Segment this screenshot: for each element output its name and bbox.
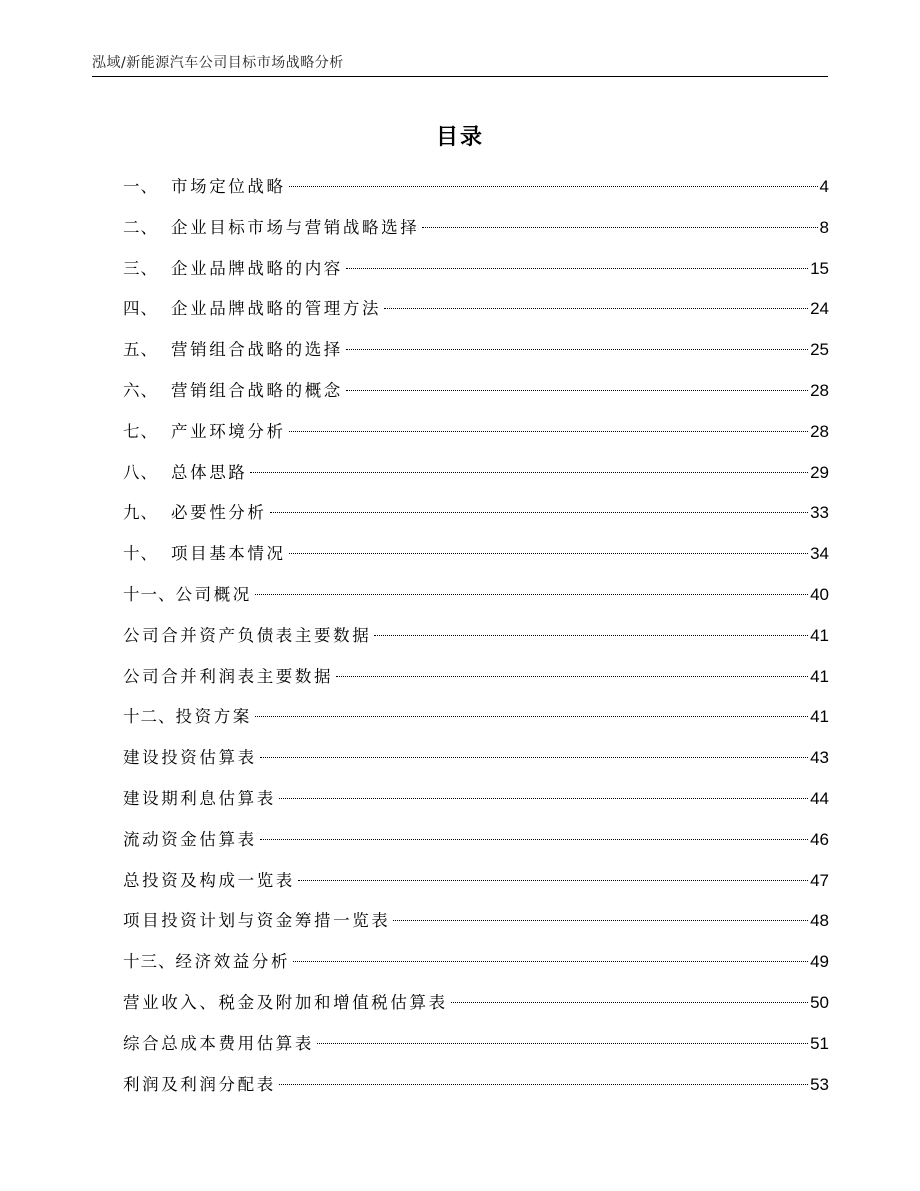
toc-entry-number: 六、: [123, 380, 158, 400]
dot-leader: [255, 716, 808, 717]
dot-leader: [255, 594, 808, 595]
toc-entry-title: 投资方案: [175, 707, 252, 727]
toc-entry-page: 51: [810, 1033, 829, 1053]
toc-entry-title: 营销组合战略的选择: [171, 340, 343, 360]
dot-leader: [346, 268, 808, 269]
toc-entry[interactable]: [123, 534, 829, 575]
toc-entry-page: 50: [810, 992, 829, 1012]
dot-leader: [374, 635, 808, 636]
toc-entry-title: 经济效益分析: [175, 952, 291, 972]
toc-entry-number: 八、: [123, 462, 158, 482]
toc-entry[interactable]: [123, 167, 829, 208]
dot-leader: [289, 431, 808, 432]
toc-entry[interactable]: [123, 738, 829, 779]
dot-leader: [289, 553, 808, 554]
toc-entry[interactable]: [123, 493, 829, 534]
toc-entry[interactable]: [123, 330, 829, 371]
toc-entry[interactable]: [123, 249, 829, 290]
toc-entry[interactable]: [123, 453, 829, 494]
toc-entry-number: 九、: [123, 503, 158, 523]
toc-entry-page: 8: [819, 217, 829, 237]
toc-entry-page: 41: [810, 666, 829, 686]
toc-entry[interactable]: [123, 575, 829, 616]
dot-leader: [317, 1043, 808, 1044]
toc-entry-title: 公司概况: [175, 584, 252, 604]
toc-entry[interactable]: [123, 371, 829, 412]
toc-entry[interactable]: [123, 289, 829, 330]
toc-entry-title: 建设投资估算表: [123, 748, 257, 768]
toc-entry-title: 营业收入、税金及附加和增值税估算表: [123, 992, 448, 1012]
toc-entry-title: 公司合并利润表主要数据: [123, 666, 334, 686]
dot-leader: [260, 839, 808, 840]
toc-entry[interactable]: [123, 779, 829, 820]
toc-entry-page: 33: [810, 503, 829, 523]
toc-entry-page: 48: [810, 911, 829, 931]
dot-leader: [346, 349, 808, 350]
toc-entry-page: 15: [810, 258, 829, 278]
toc-entry-title: 项目投资计划与资金筹措一览表: [123, 911, 391, 931]
toc-entry-page: 49: [810, 952, 829, 972]
toc-entry-page: 24: [810, 299, 829, 319]
toc-entry-number: 十三、: [123, 952, 176, 972]
dot-leader: [384, 308, 808, 309]
toc-entry-page: 53: [810, 1074, 829, 1094]
toc-entry[interactable]: [123, 983, 829, 1024]
toc-entry[interactable]: [123, 901, 829, 942]
dot-leader: [270, 512, 809, 513]
toc-entry-page: 29: [810, 462, 829, 482]
toc-entry-number: 十一、: [123, 584, 176, 604]
toc-entry-page: 34: [810, 544, 829, 564]
toc-entry-title: 必要性分析: [171, 503, 267, 523]
dot-leader: [279, 798, 808, 799]
toc-entry-number: 四、: [123, 299, 158, 319]
toc-entry-number: 七、: [123, 421, 158, 441]
toc-entry[interactable]: [123, 942, 829, 983]
toc-entry-page: 41: [810, 707, 829, 727]
toc-entry-title: 公司合并资产负债表主要数据: [123, 625, 372, 645]
dot-leader: [293, 961, 808, 962]
toc-entry-page: 41: [810, 625, 829, 645]
table-of-contents: [123, 167, 829, 1105]
page-title: 目录: [435, 125, 484, 150]
toc-entry-title: 利润及利润分配表: [123, 1074, 276, 1094]
header-divider: [92, 76, 828, 77]
toc-entry-title: 流动资金估算表: [123, 829, 257, 849]
toc-entry[interactable]: [123, 208, 829, 249]
toc-entry-title: 总投资及构成一览表: [123, 870, 295, 890]
dot-leader: [260, 757, 808, 758]
toc-entry-number: 三、: [123, 258, 158, 278]
toc-entry-title: 项目基本情况: [171, 544, 286, 564]
dot-leader: [346, 390, 808, 391]
toc-entry-title: 营销组合战略的概念: [171, 380, 343, 400]
toc-entry-title: 综合总成本费用估算表: [123, 1033, 314, 1053]
toc-entry-number: 十、: [123, 544, 158, 564]
toc-entry-title: 企业品牌战略的内容: [171, 258, 343, 278]
toc-entry-title: 建设期利息估算表: [123, 788, 276, 808]
toc-entry[interactable]: [123, 697, 829, 738]
dot-leader: [336, 676, 808, 677]
toc-entry-page: 28: [810, 421, 829, 441]
dot-leader: [279, 1084, 808, 1085]
toc-entry-page: 46: [810, 829, 829, 849]
toc-entry-title: 总体思路: [171, 462, 248, 482]
toc-entry[interactable]: [123, 861, 829, 902]
toc-entry-page: 40: [810, 584, 829, 604]
toc-entry-page: 25: [810, 340, 829, 360]
toc-entry[interactable]: [123, 412, 829, 453]
toc-entry[interactable]: [123, 820, 829, 861]
dot-leader: [289, 186, 818, 187]
dot-leader: [298, 880, 808, 881]
toc-entry-title: 企业品牌战略的管理方法: [171, 299, 382, 319]
toc-entry-number: 一、: [123, 177, 158, 196]
toc-entry[interactable]: [123, 1024, 829, 1065]
toc-entry-page: 44: [810, 788, 829, 808]
dot-leader: [422, 227, 817, 228]
toc-entry[interactable]: [123, 616, 829, 657]
dot-leader: [451, 1002, 808, 1003]
page-header: 泓域/新能源汽车公司目标市场战略分析: [92, 55, 344, 71]
dot-leader: [250, 472, 808, 473]
dot-leader: [393, 920, 808, 921]
toc-entry-page: 28: [810, 380, 829, 400]
toc-entry-title: 市场定位战略: [171, 177, 286, 196]
toc-entry-title: 产业环境分析: [171, 421, 286, 441]
toc-entry-number: 十二、: [123, 707, 176, 727]
toc-entry-page: 4: [819, 177, 829, 196]
toc-entry-number: 二、: [123, 217, 158, 237]
toc-entry-title: 企业目标市场与营销战略选择: [171, 217, 420, 237]
toc-entry-page: 43: [810, 748, 829, 768]
toc-entry[interactable]: [123, 657, 829, 698]
toc-entry-number: 五、: [123, 340, 158, 360]
toc-entry-page: 47: [810, 870, 829, 890]
toc-entry[interactable]: [123, 1065, 829, 1106]
